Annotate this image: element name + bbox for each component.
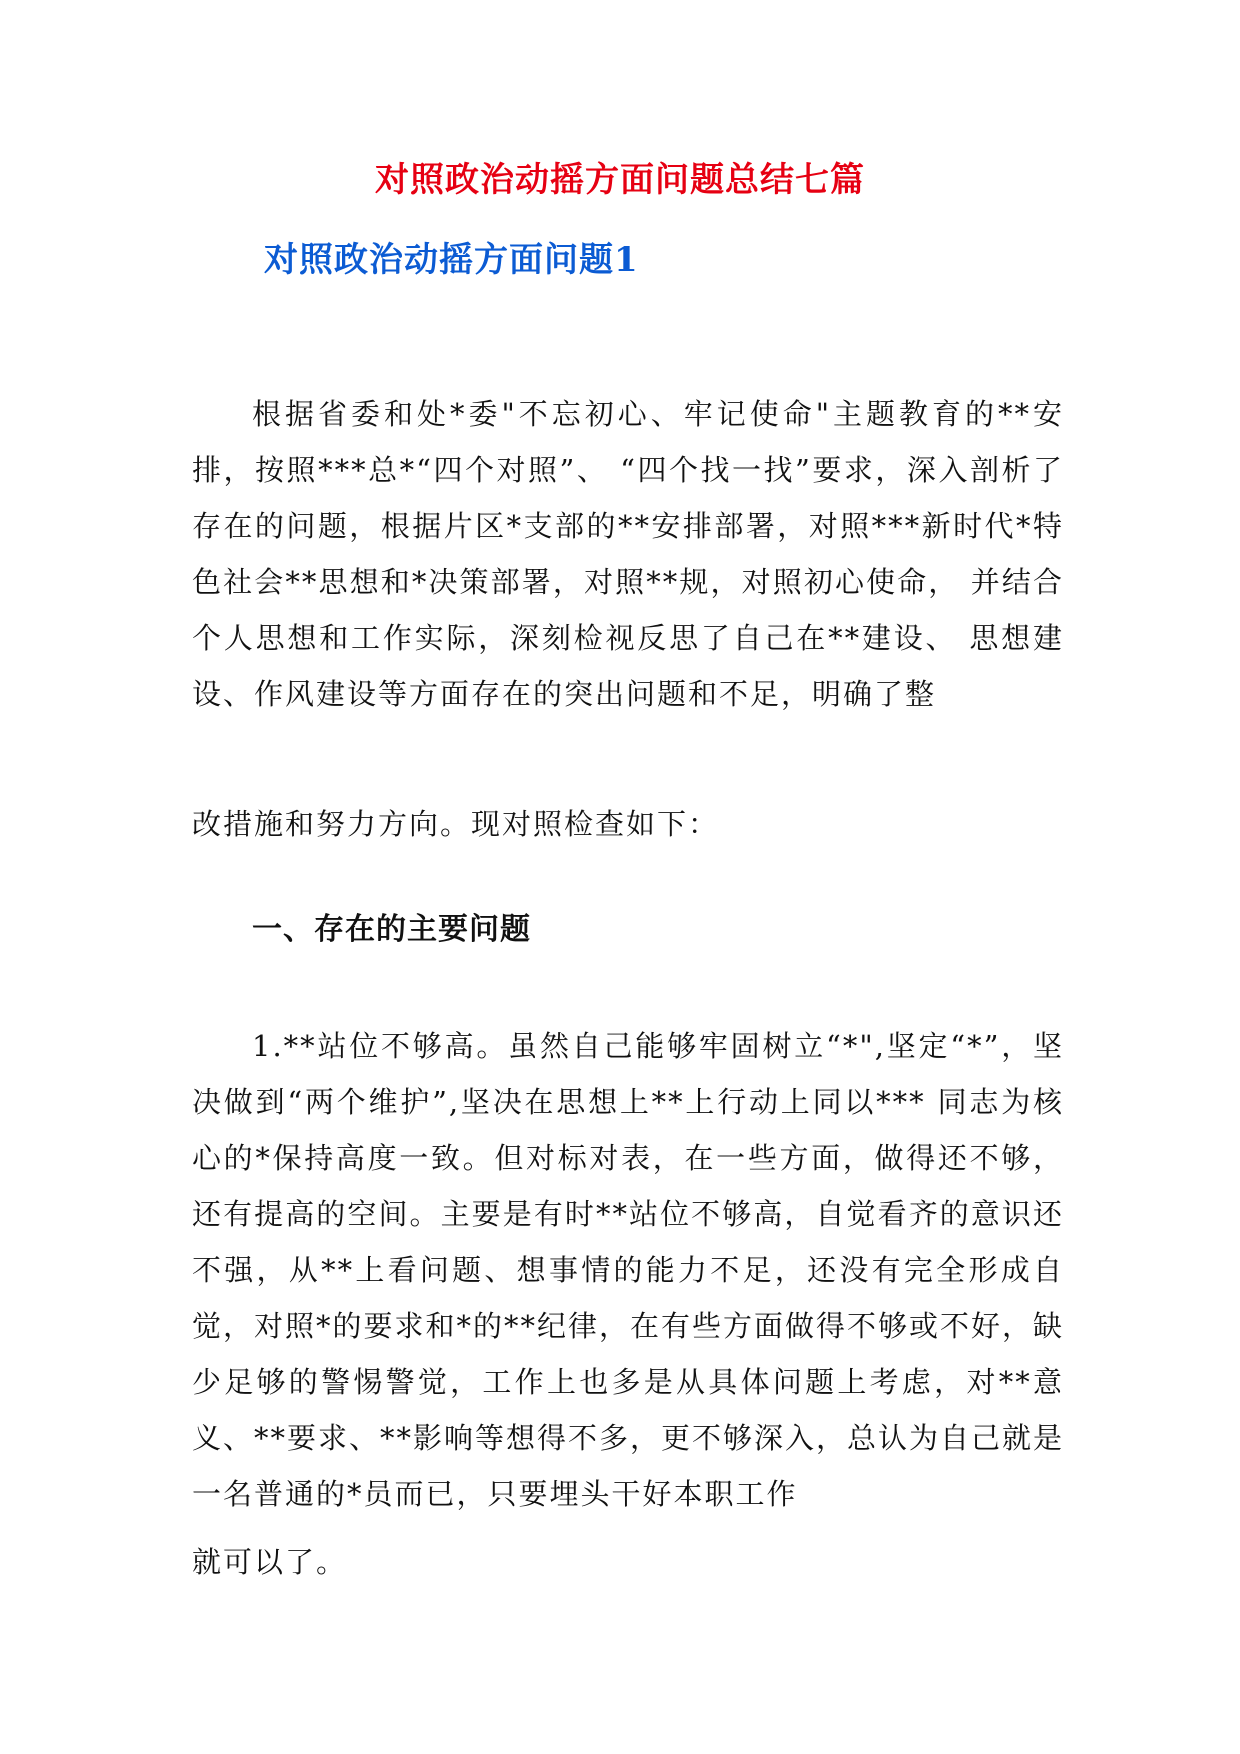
problem-paragraph: 1.**站位不够高。虽然自己能够牢固树立“*",坚定“*”，坚决做到“两个维护”,坚决在思想上**上行动上同以*** 同志为核心的*保持高度一致。但对标对表，在一些方面，做得还不够，还有提高的空间。主要是有时**站位不够高，自觉看齐的意识还不强，从**上看问题、想事情的能力不足，还没有完全形成自觉，对照*的要求和*的**纪律，在有些方面做得不够或不好，缺少足够的警惕警觉，工作上也多是从具体问题上考虑，对**意义、**要求、**影响等想得不多，更不够深入，总认为自己就是一名普通的*员而已，只要埋头干好本职工作 [192, 1029, 1065, 1511]
intro-paragraph-continued: 改措施和努力方向。现对照检查如下： [192, 807, 720, 841]
section-heading: 一、存在的主要问题 [252, 912, 531, 947]
main-title: 对照政治动摇方面问题总结七篇 [375, 160, 865, 200]
intro-paragraph: 根据省委和处*委"不忘初心、牢记使命"主题教育的**安排，按照***总*“四个对照”、 “四个找一找”要求，深入剖析了存在的问题，根据片区*支部的**安排部署，对照***新时代*特色社会**思想和*决策部署，对照**规，对照初心使命， 并结合个人思想和工作实际，深刻检视反思了自己在**建设、 思想建设、作风建设等方面存在的突出问题和不足，明确了整 [192, 397, 1064, 711]
section-title: 对照政治动摇方面问题1 [264, 240, 639, 280]
problem-paragraph-continued: 就可以了。 [192, 1545, 348, 1579]
